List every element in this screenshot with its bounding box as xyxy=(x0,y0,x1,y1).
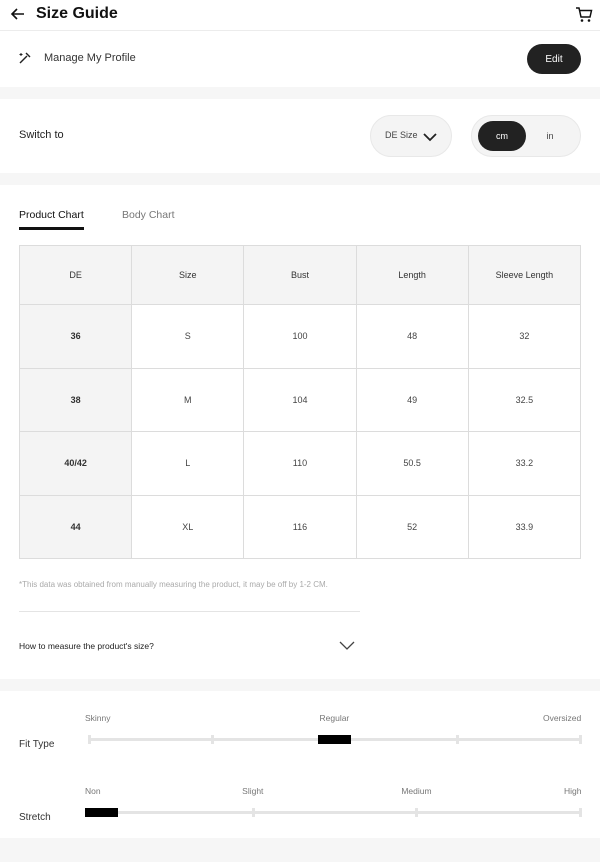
column-header: Bust xyxy=(244,246,356,305)
divider xyxy=(19,611,360,612)
fit-tick-label: Skinny xyxy=(85,713,111,723)
column-header: DE xyxy=(20,246,132,305)
table-cell: 48 xyxy=(356,305,468,369)
table-cell: L xyxy=(132,432,244,496)
table-cell: 49 xyxy=(356,368,468,432)
table-cell: XL xyxy=(132,495,244,559)
column-header: Size xyxy=(132,246,244,305)
cart-icon[interactable] xyxy=(574,4,594,24)
stretch-tick xyxy=(415,808,418,817)
table-cell: M xyxy=(132,368,244,432)
table-cell: 36 xyxy=(20,305,132,369)
stretch-tick-label: Slight xyxy=(242,786,264,796)
stretch-tick xyxy=(252,808,255,817)
stretch-tick-label: Medium xyxy=(401,786,432,796)
switch-section xyxy=(0,99,600,173)
table-cell: 116 xyxy=(244,495,356,559)
fit-tick xyxy=(88,735,91,744)
fit-tick xyxy=(579,735,582,744)
fit-tick-label: Oversized xyxy=(543,713,582,723)
unit-in-button[interactable]: in xyxy=(546,131,554,141)
stretch-label: Stretch xyxy=(19,812,51,823)
manage-profile-label: Manage My Profile xyxy=(44,52,136,64)
stretch-marker xyxy=(85,808,118,817)
fit-type-marker xyxy=(318,735,351,744)
table-cell: 32.5 xyxy=(468,368,580,432)
table-row xyxy=(20,495,581,559)
table-cell: 40/42 xyxy=(20,432,132,496)
table-cell: 50.5 xyxy=(356,432,468,496)
active-tab-indicator xyxy=(19,227,84,230)
fit-type-label: Fit Type xyxy=(19,739,55,750)
edit-profile-button[interactable]: Edit xyxy=(527,44,581,74)
stretch-tick-label: High xyxy=(564,786,582,796)
profile-section xyxy=(0,31,600,87)
fit-section xyxy=(0,691,600,838)
table-row xyxy=(20,368,581,432)
table-cell: 44 xyxy=(20,495,132,559)
measurement-disclaimer: *This data was obtained from manually measuring the product, it may be off by 1-2 CM. xyxy=(19,580,328,589)
back-arrow-icon[interactable] xyxy=(8,4,28,24)
header xyxy=(0,0,600,31)
table-cell: 32 xyxy=(468,305,580,369)
tab-product-chart[interactable]: Product Chart xyxy=(19,209,84,221)
table-cell: 38 xyxy=(20,368,132,432)
unit-cm-button[interactable]: cm xyxy=(478,121,526,151)
chart-section xyxy=(0,185,600,679)
table-cell: 33.9 xyxy=(468,495,580,559)
chevron-down-icon xyxy=(422,129,438,145)
column-header: Sleeve Length xyxy=(468,246,580,305)
stretch-tick xyxy=(579,808,582,817)
page-title: Size Guide xyxy=(36,5,118,22)
table-cell: 33.2 xyxy=(468,432,580,496)
column-header: Length xyxy=(356,246,468,305)
stretch-tick-label: Non xyxy=(85,786,101,796)
fit-tick-label: Regular xyxy=(319,713,350,723)
size-system-value: DE Size xyxy=(385,130,418,140)
switch-label: Switch to xyxy=(19,129,64,141)
table-cell: 52 xyxy=(356,495,468,559)
fit-tick xyxy=(211,735,214,744)
tab-body-chart[interactable]: Body Chart xyxy=(122,209,175,221)
table-cell: 110 xyxy=(244,432,356,496)
stretch-track xyxy=(89,811,580,814)
table-cell: S xyxy=(132,305,244,369)
table-row xyxy=(20,432,581,496)
unit-toggle xyxy=(471,115,581,157)
magic-wand-icon xyxy=(18,51,32,65)
table-cell: 100 xyxy=(244,305,356,369)
fit-tick xyxy=(456,735,459,744)
table-cell: 104 xyxy=(244,368,356,432)
table-row xyxy=(20,305,581,369)
size-table xyxy=(19,245,581,559)
table-header-row xyxy=(20,246,581,305)
chevron-down-icon[interactable] xyxy=(339,637,355,653)
size-system-select[interactable] xyxy=(370,115,452,157)
measure-guide-link[interactable]: How to measure the product's size? xyxy=(19,641,154,651)
